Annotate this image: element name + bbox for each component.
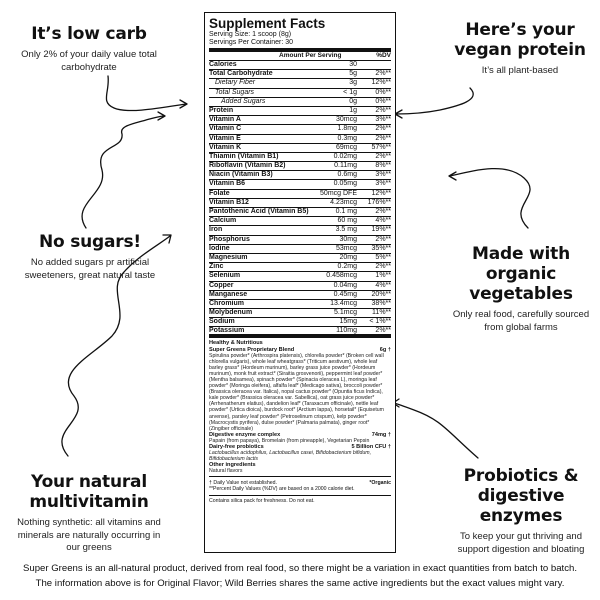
callout-vegan-protein bbox=[446, 20, 594, 78]
nutrient-name: Vitamin B12 bbox=[209, 198, 249, 206]
nutrient-amount: 4.23mcg bbox=[330, 198, 357, 206]
nutrient-name: Calories bbox=[209, 61, 237, 68]
nutrient-name: Iodine bbox=[209, 244, 230, 252]
nutrient-dv: 4%** bbox=[375, 281, 391, 289]
nutrient-name: Vitamin B6 bbox=[209, 180, 246, 188]
nutrient-dv: 57%** bbox=[371, 143, 391, 151]
bottom-note-line-1: Super Greens is an all-natural product, derived from real food, so there might be a variation in exact quantities from batch to batch. bbox=[22, 563, 578, 574]
nutrient-row bbox=[209, 171, 391, 180]
nutrient-name: Copper bbox=[209, 281, 234, 289]
nutrient-row bbox=[209, 272, 391, 281]
nutrient-dv: 2%** bbox=[375, 70, 391, 78]
nutrient-row bbox=[209, 236, 391, 245]
nutrient-name: Selenium bbox=[209, 272, 241, 280]
header-amount: Amount Per Serving bbox=[279, 52, 342, 59]
nutrient-dv: < 1%** bbox=[369, 318, 391, 326]
supplement-facts-label bbox=[204, 12, 396, 553]
label-column-header bbox=[209, 52, 391, 61]
nutrient-dv: 11%** bbox=[372, 309, 391, 317]
nutrient-dv: 1%** bbox=[375, 272, 391, 280]
nutrient-amount: 3.5 mg bbox=[335, 226, 357, 234]
nutrient-dv: 2%** bbox=[375, 106, 391, 114]
nutrient-row bbox=[209, 190, 391, 199]
nutrient-amount: 60 mg bbox=[337, 217, 357, 225]
enzyme-amount: 74mg † bbox=[371, 431, 391, 438]
nutrient-name: Vitamin E bbox=[209, 134, 241, 142]
nutrient-amount: 69mcg bbox=[335, 143, 357, 151]
enzyme-ingredients: Papain (from papaya), Bromelain (from pineapple), Vegetarian Pepsin bbox=[209, 437, 370, 444]
nutrient-dv: 8%** bbox=[375, 162, 391, 170]
nutrient-name: Vitamin A bbox=[209, 116, 241, 124]
nutrient-row bbox=[209, 300, 391, 309]
nutrient-amount: 0.1 mg bbox=[335, 208, 357, 215]
nutrient-row bbox=[209, 263, 391, 272]
nutrient-dv: 3%** bbox=[375, 116, 391, 124]
nutrient-amount: 0.02mg bbox=[333, 152, 357, 160]
callout-no-sugar-title: No sugars! bbox=[39, 232, 141, 252]
nutrient-name: Vitamin C bbox=[209, 125, 242, 133]
arrow-low-carb bbox=[106, 76, 187, 111]
arrow-no-sugar-upper bbox=[82, 112, 165, 228]
nutrient-amount: 0g bbox=[349, 97, 357, 105]
nutrient-amount: < 1g bbox=[343, 88, 357, 96]
other-ingredients: Natural flavors bbox=[209, 468, 243, 475]
nutrient-row bbox=[209, 79, 391, 88]
nutrient-name: Chromium bbox=[209, 299, 244, 307]
nutrient-name: Riboflavin (Vitamin B2) bbox=[209, 162, 286, 170]
callout-probiotics-text: To keep your gut thriving and support digestion and bloating bbox=[457, 531, 585, 555]
nutrient-dv: 35%** bbox=[371, 244, 391, 252]
nutrient-amount: 0.45mg bbox=[333, 290, 357, 298]
footnote-dv: † Daily Value not established. bbox=[209, 479, 277, 486]
nutrient-amount: 0.6mg bbox=[337, 171, 357, 179]
nutrient-name: Folate bbox=[209, 189, 230, 197]
nutrient-row bbox=[209, 180, 391, 189]
callout-probiotics bbox=[446, 466, 596, 556]
nutrient-name: Protein bbox=[209, 106, 234, 114]
callout-multivitamin bbox=[14, 472, 164, 555]
nutrient-name: Dietary Fiber bbox=[215, 79, 256, 87]
nutrient-name: Molybdenum bbox=[209, 309, 253, 317]
servings-per-container: Servings Per Container: 30 bbox=[209, 39, 294, 46]
nutrient-rows bbox=[209, 61, 391, 338]
nutrient-amount: 50mcg DFE bbox=[320, 189, 357, 197]
nutrient-amount: 20mg bbox=[339, 253, 357, 261]
nutrient-name: Added Sugars bbox=[221, 97, 266, 105]
nutrient-dv: 5%** bbox=[375, 253, 391, 261]
nutrient-dv: 2%** bbox=[375, 235, 391, 243]
nutrient-row bbox=[209, 245, 391, 254]
nutrient-name: Potassium bbox=[209, 326, 245, 334]
nutrient-row bbox=[209, 199, 391, 208]
nutrient-row bbox=[209, 208, 391, 217]
nutrient-dv: 38%** bbox=[371, 299, 391, 307]
nutrient-row bbox=[209, 61, 391, 70]
callout-no-sugar-text: No added sugars pr artificial sweeteners, great natural taste bbox=[24, 257, 156, 281]
nutrient-amount: 15mg bbox=[339, 318, 357, 326]
nutrient-row bbox=[209, 70, 391, 79]
footnote-organic: *Organic bbox=[369, 479, 391, 486]
nutrient-name: Magnesium bbox=[209, 253, 248, 261]
nutrient-row bbox=[209, 107, 391, 116]
nutrient-amount: 30 bbox=[349, 61, 357, 68]
nutrient-row bbox=[209, 125, 391, 134]
nutrient-dv: 0%** bbox=[375, 88, 391, 96]
bottom-note-line-2: The information above is for Original Flavor; Wild Berries shares the same active ingredients but the exact values might vary. bbox=[35, 578, 565, 589]
blend-section bbox=[209, 338, 391, 474]
nutrient-row bbox=[209, 309, 391, 318]
callout-vegan-title: Here’s your vegan protein bbox=[454, 20, 586, 60]
nutrient-dv: 3%** bbox=[375, 180, 391, 188]
nutrient-name: Vitamin K bbox=[209, 143, 242, 151]
label-title: Supplement Facts bbox=[209, 16, 326, 31]
probiotic-strains: Lactobacillus acidophilus, Lactobacillus casei, Bifidobacterium bifidum, Bifidobacterium lactis bbox=[209, 450, 372, 463]
nutrient-row bbox=[209, 291, 391, 300]
other-title: Other ingredients bbox=[209, 462, 256, 469]
nutrient-row bbox=[209, 254, 391, 263]
serving-size: Serving Size: 1 scoop (8g) bbox=[209, 31, 292, 38]
nutrient-amount: 0.2mg bbox=[337, 263, 357, 271]
bottom-note bbox=[0, 561, 600, 591]
nutrient-dv: 2%** bbox=[375, 263, 391, 271]
header-dv: %DV bbox=[376, 52, 391, 59]
blend-title: Super Greens Proprietary Blend bbox=[209, 346, 295, 353]
nutrient-row bbox=[209, 153, 391, 162]
nutrient-row bbox=[209, 327, 391, 338]
nutrient-name: Niacin (Vitamin B3) bbox=[209, 171, 273, 179]
callout-organic-vegetables bbox=[446, 244, 596, 334]
callout-organic-title: Made with organic vegetables bbox=[469, 244, 573, 304]
nutrient-dv: 2%** bbox=[375, 134, 391, 142]
footnote-row bbox=[209, 478, 391, 486]
callout-probiotics-title: Probiotics & digestive enzymes bbox=[463, 466, 579, 526]
blend-ingredients: Spirulina powder* (Arthrospira platensis), chlorella powder* (Broken cell wall chlorella vulgaris), whole leaf wheatgrass* (Triticum aestivum), whole leaf barley grass* (Hordeum murinum), barley grass juice powder* (Hordeum murinum), monk fruit extract* (Siraitia grosvenorii), peppermint leaf powder* (Mentha balsamea), spinach powder* (Spinacia oleracea L), moringa leaf powder* (Moringa oleifera), alfalfa leaf* (Medicago sativa), broccoli powder* (Brassica oleracea var. Italica), nopal cactus powder* (Opuntia ficus Indica), kale powder* (Brassica oleracea var. Sabellica), oat grass juice powder* (Arrhenatherum elatius), dandelion leaf* (Taraxacum officinale), nettle leaf powder* (Urtica dioica), burdock root* (Arctium lappa), horsetail* (Equisetum arvense), parsley leaf powder* (Petroselinum crispum), kelp powder* (Macrocystis pyrifera), dulse powder* (Palmaria palmata), ginger root* (Zingiber officinale) bbox=[209, 352, 385, 432]
nutrient-amount: 1g bbox=[349, 106, 357, 114]
nutrient-name: Thiamin (Vitamin B1) bbox=[209, 152, 279, 160]
nutrient-dv: 2%** bbox=[375, 326, 391, 334]
nutrient-row bbox=[209, 217, 391, 226]
nutrient-row bbox=[209, 89, 391, 98]
label-divider-thin bbox=[209, 476, 391, 477]
nutrient-dv: 12%** bbox=[371, 189, 391, 197]
blend-section-title: Healthy & Nutritious bbox=[209, 340, 263, 347]
nutrient-row bbox=[209, 116, 391, 125]
nutrient-name: Sodium bbox=[209, 318, 235, 326]
callout-vegan-text: It’s all plant-based bbox=[481, 65, 559, 76]
nutrient-dv: 3%** bbox=[375, 171, 391, 179]
callout-multivitamin-text: Nothing synthetic: all vitamins and minerals are naturally occurring in our greens bbox=[17, 517, 161, 553]
arrow-vegan bbox=[395, 88, 473, 118]
nutrient-amount: 0.11mg bbox=[334, 162, 357, 170]
nutrient-name: Total Sugars bbox=[215, 88, 255, 96]
nutrient-amount: 30mg bbox=[339, 235, 357, 243]
nutrient-name: Iron bbox=[209, 226, 223, 234]
nutrient-row bbox=[209, 282, 391, 291]
nutrient-amount: 53mcg bbox=[335, 244, 357, 252]
callout-low-carb bbox=[14, 24, 164, 74]
nutrient-name: Zinc bbox=[209, 263, 224, 271]
nutrient-dv: 12%** bbox=[371, 79, 391, 87]
footnote-percent: **Percent Daily Values (%DV) are based on a 2000 calorie diet. bbox=[209, 485, 355, 492]
nutrient-row bbox=[209, 144, 391, 153]
nutrient-dv: 19%** bbox=[371, 226, 391, 234]
nutrient-row bbox=[209, 135, 391, 144]
nutrient-amount: 110mg bbox=[336, 326, 357, 334]
callout-organic-text: Only real food, carefully sourced from global farms bbox=[452, 309, 590, 333]
enzyme-title: Digestive enzyme complex bbox=[209, 431, 281, 438]
nutrient-row bbox=[209, 98, 391, 107]
nutrient-dv: 2%** bbox=[375, 208, 391, 215]
nutrient-dv: 176%** bbox=[367, 198, 391, 206]
nutrient-amount: 0.3mg bbox=[337, 134, 357, 142]
blend-amount: 6g † bbox=[379, 346, 391, 353]
nutrient-amount: 0.04mg bbox=[333, 281, 357, 289]
nutrient-amount: 0.458mcg bbox=[326, 272, 357, 280]
nutrient-name: Phosphorus bbox=[209, 235, 250, 243]
nutrient-amount: 3g bbox=[349, 79, 357, 87]
nutrient-amount: 5.1mcg bbox=[334, 309, 357, 317]
footnote-silica: Contains silica pack for freshness. Do not eat. bbox=[209, 495, 391, 504]
nutrient-amount: 0.05mg bbox=[333, 180, 357, 188]
nutrient-name: Total Carbohydrate bbox=[209, 70, 273, 78]
nutrient-dv: 2%** bbox=[375, 152, 391, 160]
nutrient-name: Pantothenic Acid (Vitamin B5) bbox=[209, 208, 309, 215]
nutrient-amount: 1.8mg bbox=[337, 125, 357, 133]
nutrient-dv: 20%** bbox=[371, 290, 391, 298]
nutrient-dv: 4%** bbox=[375, 217, 391, 225]
arrow-probiotics bbox=[393, 399, 478, 458]
nutrient-dv: 0%** bbox=[375, 97, 391, 105]
nutrient-row bbox=[209, 162, 391, 171]
callout-low-carb-title: It’s low carb bbox=[31, 24, 147, 44]
callout-no-sugars bbox=[12, 232, 168, 282]
probiotic-title: Dairy-free probiotics bbox=[209, 444, 264, 451]
probiotic-amount: 5 Billion CFU † bbox=[351, 444, 391, 451]
nutrient-row bbox=[209, 226, 391, 235]
nutrient-name: Manganese bbox=[209, 290, 248, 298]
nutrient-dv: 2%** bbox=[375, 125, 391, 133]
nutrient-amount: 5g bbox=[349, 70, 357, 78]
arrow-organic bbox=[449, 169, 530, 228]
callout-multivitamin-title: Your natural multivitamin bbox=[29, 472, 149, 512]
nutrient-name: Calcium bbox=[209, 217, 237, 225]
nutrient-amount: 30mcg bbox=[335, 116, 357, 124]
nutrient-amount: 13.4mcg bbox=[330, 299, 357, 307]
callout-low-carb-text: Only 2% of your daily value total carbohydrate bbox=[21, 49, 157, 73]
